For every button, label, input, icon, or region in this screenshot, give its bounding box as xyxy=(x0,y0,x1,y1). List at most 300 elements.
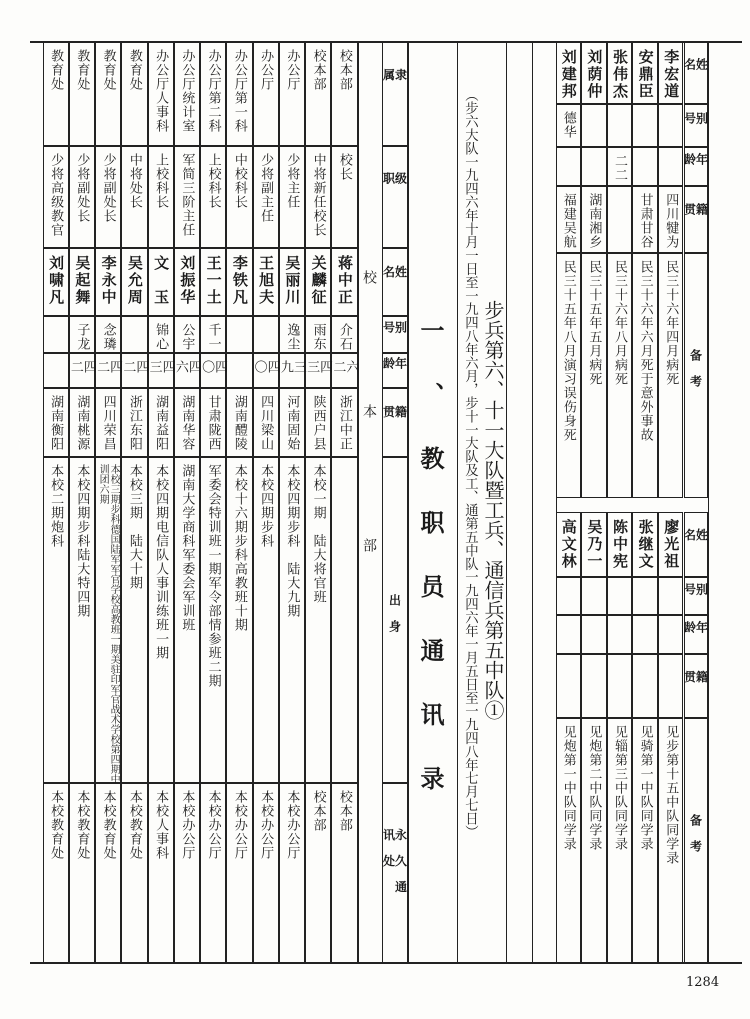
right-cell-name-text: 刘荫仲 xyxy=(585,48,604,100)
left-cell-native-text: 湖南华容 xyxy=(179,394,195,451)
right-cell-native-text: 甘肃甘谷 xyxy=(637,192,653,249)
header-dept xyxy=(382,42,408,146)
right-cell-remarks xyxy=(556,253,582,498)
left-cell-address-text: 本校教育处 xyxy=(100,789,116,860)
right-cell-age xyxy=(632,147,658,186)
left-cell-rank xyxy=(69,146,95,248)
right-cell-native xyxy=(632,186,658,253)
left-cell-rank-text: 少将副处长 xyxy=(74,152,90,223)
rule-line xyxy=(30,41,742,43)
left-cell-rank-text: 少将副主任 xyxy=(258,152,274,223)
right-header-age xyxy=(684,615,708,654)
right-cell-remarks xyxy=(556,718,582,963)
right-cell-age-text: 二二 xyxy=(611,153,627,182)
right-cell-remarks-text: 见步第十五中队同学录 xyxy=(663,724,679,865)
left-cell-address xyxy=(253,783,279,963)
left-cell-address xyxy=(121,783,147,963)
section-title: 一、教职员通讯录 xyxy=(416,318,444,830)
left-cell-address-text: 本校教育处 xyxy=(48,789,64,860)
left-cell-rank xyxy=(174,146,200,248)
left-cell-address-text: 本校办公厅 xyxy=(258,789,274,860)
left-cell-age-text: 四〇 xyxy=(199,359,228,374)
subtitle: 步兵第六、十一大队暨工兵、通信兵第五中队① xyxy=(481,300,505,720)
left-cell-address-text: 本校人事科 xyxy=(153,789,169,860)
left-cell-rank-text: 中将处长 xyxy=(126,152,142,209)
rule-line xyxy=(506,42,507,963)
left-cell-origin xyxy=(95,457,121,783)
right-cell-name-text: 陈中宪 xyxy=(610,518,629,570)
right-cell-age xyxy=(658,615,684,654)
left-cell-alias xyxy=(174,316,200,353)
left-cell-address xyxy=(43,783,69,963)
left-cell-native-text: 湖南衡阳 xyxy=(48,394,64,451)
left-cell-origin xyxy=(200,457,226,783)
left-cell-name xyxy=(95,248,121,316)
right-cell-alias xyxy=(581,577,607,615)
left-cell-native xyxy=(253,388,279,457)
left-cell-rank-text: 校长 xyxy=(336,152,352,181)
left-cell-dept xyxy=(226,42,252,146)
right-cell-name xyxy=(658,42,684,104)
left-cell-native xyxy=(331,388,357,457)
right-cell-alias xyxy=(658,577,684,615)
right-cell-native xyxy=(556,654,582,718)
left-cell-dept xyxy=(69,42,95,146)
right-cell-alias xyxy=(607,104,633,147)
left-cell-origin xyxy=(253,457,279,783)
left-cell-dept xyxy=(305,42,331,146)
right-cell-remarks-text: 见炮第二中队同学录 xyxy=(586,724,602,851)
left-cell-name-text: 吴起舞 xyxy=(73,254,92,306)
left-cell-origin-text: 军委会特训班一期军令部情参班二期 xyxy=(205,463,221,688)
right-cell-name-text: 张伟杰 xyxy=(610,48,629,100)
left-cell-native-text: 浙江东阳 xyxy=(126,394,142,451)
right-cell-remarks xyxy=(581,718,607,963)
left-cell-alias-text: 公宇 xyxy=(179,322,195,351)
rule-line xyxy=(708,42,709,963)
right-cell-alias xyxy=(658,104,684,147)
header-origin xyxy=(382,457,408,783)
left-cell-rank xyxy=(148,146,174,248)
right-cell-remarks xyxy=(632,718,658,963)
right-cell-alias xyxy=(607,577,633,615)
right-header-name xyxy=(684,42,708,104)
left-cell-origin-text: 本校四期步科 xyxy=(258,463,274,548)
left-cell-native xyxy=(69,388,95,457)
left-cell-name-text: 蒋中正 xyxy=(335,254,354,306)
right-header-native xyxy=(684,186,708,253)
header-alias xyxy=(382,316,408,353)
right-cell-remarks xyxy=(658,253,684,498)
left-cell-rank xyxy=(121,146,147,248)
left-cell-origin xyxy=(305,457,331,783)
right-header-remarks-text: 备考 xyxy=(688,349,703,401)
left-cell-alias-text: 锦心 xyxy=(153,322,169,351)
left-cell-dept-text: 教育处 xyxy=(48,48,64,91)
left-cell-address xyxy=(148,783,174,963)
side-label: 校本部 xyxy=(361,270,377,672)
right-header-name xyxy=(684,512,708,577)
rule-line xyxy=(358,42,359,963)
header-address xyxy=(382,783,408,963)
left-cell-dept-text: 校本部 xyxy=(336,48,352,91)
left-cell-rank-text: 上校科长 xyxy=(205,152,221,209)
left-cell-alias-text: 子龙 xyxy=(74,322,90,351)
right-cell-remarks-text: 民三十六年八月病死 xyxy=(611,259,627,386)
left-cell-alias xyxy=(305,316,331,353)
header-origin-text: 出身 xyxy=(387,593,402,646)
left-cell-native-text: 四川荣昌 xyxy=(100,394,116,451)
left-cell-alias xyxy=(95,316,121,353)
left-cell-age xyxy=(121,353,147,388)
left-cell-alias xyxy=(121,316,147,353)
left-cell-age xyxy=(331,353,357,388)
right-header-alias xyxy=(684,577,708,615)
right-cell-name xyxy=(556,512,582,577)
right-cell-remarks-text: 见骑第一中队同学录 xyxy=(637,724,653,851)
left-cell-alias xyxy=(331,316,357,353)
left-cell-address-text: 校本部 xyxy=(336,789,352,832)
left-cell-name xyxy=(279,248,305,316)
left-cell-age xyxy=(200,353,226,388)
left-cell-alias-text: 逸尘 xyxy=(284,322,300,351)
right-cell-native xyxy=(581,186,607,253)
left-cell-dept xyxy=(148,42,174,146)
right-cell-age xyxy=(556,147,582,186)
left-cell-dept-text: 办公厅第二科 xyxy=(205,48,221,133)
header-age xyxy=(382,353,408,388)
right-cell-alias xyxy=(632,577,658,615)
right-cell-name-text: 安鼎臣 xyxy=(636,48,655,100)
right-cell-name-text: 高文林 xyxy=(559,518,578,570)
left-cell-dept-text: 办公厅第一科 xyxy=(231,48,247,133)
left-cell-origin xyxy=(121,457,147,783)
right-cell-native-text: 四川犍为 xyxy=(663,192,679,249)
left-cell-age-text: 四〇 xyxy=(251,359,280,374)
left-cell-name-text: 吴丽川 xyxy=(283,254,302,306)
right-cell-alias xyxy=(556,104,582,147)
right-cell-name xyxy=(607,512,633,577)
right-cell-alias-text: 德华 xyxy=(560,110,576,139)
left-cell-age-text: 四二 xyxy=(120,359,149,374)
header-native-text: 籍贯 xyxy=(381,405,408,432)
right-cell-alias xyxy=(632,104,658,147)
left-cell-address xyxy=(200,783,226,963)
left-cell-name-text: 王一土 xyxy=(204,254,223,306)
left-cell-rank xyxy=(305,146,331,248)
right-cell-name xyxy=(581,512,607,577)
left-cell-native xyxy=(43,388,69,457)
left-cell-dept-text: 办公厅 xyxy=(258,48,274,91)
right-header-remarks-text: 备考 xyxy=(688,814,703,866)
left-cell-alias xyxy=(148,316,174,353)
header-alias-text: 别号 xyxy=(381,321,408,347)
left-cell-rank xyxy=(200,146,226,248)
left-cell-alias xyxy=(43,316,69,353)
left-cell-origin-text: 本校二期炮科 xyxy=(48,463,64,548)
right-header-age-text: 年龄 xyxy=(682,621,709,647)
right-cell-name xyxy=(556,42,582,104)
right-header-age-text: 年龄 xyxy=(682,153,709,179)
right-cell-native xyxy=(658,654,684,718)
left-cell-rank xyxy=(43,146,69,248)
right-cell-native xyxy=(607,654,633,718)
left-cell-name-text: 王旭夫 xyxy=(257,254,276,306)
left-cell-rank xyxy=(95,146,121,248)
left-cell-native-text: 甘肃陇西 xyxy=(205,394,221,451)
left-cell-dept-text: 教育处 xyxy=(100,48,116,91)
right-cell-age xyxy=(607,147,633,186)
left-cell-address xyxy=(331,783,357,963)
right-cell-name xyxy=(632,42,658,104)
left-cell-age-text: 四二 xyxy=(94,359,123,374)
header-name xyxy=(382,248,408,316)
right-cell-remarks-text: 民三十六年四月病死 xyxy=(663,259,679,386)
left-cell-name xyxy=(43,248,69,316)
left-cell-native xyxy=(148,388,174,457)
right-cell-native-text: 湖南湘乡 xyxy=(586,192,602,249)
left-cell-rank xyxy=(253,146,279,248)
left-cell-dept xyxy=(253,42,279,146)
right-cell-native xyxy=(632,654,658,718)
left-cell-name xyxy=(148,248,174,316)
right-cell-age xyxy=(658,147,684,186)
left-cell-dept-text: 办公厅统计室 xyxy=(179,48,195,133)
right-header-remarks xyxy=(684,253,708,498)
left-cell-address-text: 本校办公厅 xyxy=(205,789,221,860)
left-cell-dept xyxy=(121,42,147,146)
left-cell-rank xyxy=(331,146,357,248)
right-cell-remarks xyxy=(607,718,633,963)
right-header-alias xyxy=(684,104,708,147)
right-cell-name xyxy=(581,42,607,104)
right-cell-remarks-text: 见炮第一中队同学录 xyxy=(560,724,576,851)
left-cell-age-text: 四六 xyxy=(172,359,201,374)
left-cell-address-text: 本校办公厅 xyxy=(179,789,195,860)
left-cell-address-text: 本校教育处 xyxy=(74,789,90,860)
left-cell-name-text: 吴允周 xyxy=(125,254,144,306)
left-cell-age xyxy=(253,353,279,388)
right-cell-name-text: 吴乃一 xyxy=(585,518,604,570)
right-cell-remarks-text: 民三十五年八月演习误伤身死 xyxy=(560,259,576,442)
left-cell-name-text: 李铁凡 xyxy=(230,254,249,306)
right-cell-name xyxy=(658,512,684,577)
left-cell-origin xyxy=(69,457,95,783)
left-cell-native xyxy=(174,388,200,457)
left-cell-address-text: 校本部 xyxy=(310,789,326,832)
left-cell-dept-text: 校本部 xyxy=(310,48,326,91)
left-cell-dept-text: 教育处 xyxy=(126,48,142,91)
left-cell-address xyxy=(69,783,95,963)
left-cell-dept xyxy=(43,42,69,146)
left-cell-dept-text: 办公厅人事科 xyxy=(153,48,169,133)
right-header-remarks xyxy=(684,718,708,963)
left-cell-address-text: 本校办公厅 xyxy=(284,789,300,860)
left-cell-name xyxy=(200,248,226,316)
left-cell-age xyxy=(148,353,174,388)
left-cell-native xyxy=(226,388,252,457)
right-cell-age xyxy=(607,615,633,654)
left-cell-origin-text: 本校一期 陆大将官班 xyxy=(310,463,326,604)
right-cell-name-text: 李宏道 xyxy=(662,48,681,100)
right-cell-age xyxy=(581,147,607,186)
left-cell-origin-text: 湖南大学商科军委会军训班 xyxy=(179,463,195,632)
left-cell-dept-text: 教育处 xyxy=(74,48,90,91)
left-cell-origin xyxy=(331,457,357,783)
left-cell-alias xyxy=(69,316,95,353)
left-cell-alias xyxy=(253,316,279,353)
left-cell-address xyxy=(305,783,331,963)
left-cell-origin xyxy=(226,457,252,783)
left-cell-address-text: 本校办公厅 xyxy=(231,789,247,860)
left-cell-rank xyxy=(279,146,305,248)
left-cell-alias xyxy=(226,316,252,353)
left-cell-origin-text: 本校四期步科 陆大九期 xyxy=(284,463,300,618)
header-rank-text: 级职 xyxy=(381,171,408,198)
right-cell-native xyxy=(607,186,633,253)
header-rank xyxy=(382,146,408,248)
header-native xyxy=(382,388,408,457)
left-cell-native xyxy=(200,388,226,457)
left-cell-dept xyxy=(279,42,305,146)
left-cell-name-text: 关麟征 xyxy=(309,254,328,306)
left-cell-age xyxy=(43,353,69,388)
left-cell-rank-text: 中将新任校长 xyxy=(310,152,326,237)
left-cell-alias-text: 千一 xyxy=(205,322,221,351)
right-header-name-text: 姓名 xyxy=(682,57,709,84)
left-cell-native-text: 湖南益阳 xyxy=(153,394,169,451)
left-cell-age xyxy=(226,353,252,388)
right-header-native-text: 籍贯 xyxy=(682,202,709,229)
rule-line xyxy=(457,42,458,963)
right-cell-name xyxy=(632,512,658,577)
right-cell-native xyxy=(658,186,684,253)
left-cell-native-text: 陕西户县 xyxy=(310,394,326,451)
right-cell-remarks xyxy=(658,718,684,963)
left-cell-origin xyxy=(174,457,200,783)
rule-line xyxy=(556,42,557,963)
left-cell-address xyxy=(226,783,252,963)
left-cell-native-text: 湖南桃源 xyxy=(74,394,90,451)
right-cell-name xyxy=(607,42,633,104)
left-cell-alias xyxy=(200,316,226,353)
left-cell-origin xyxy=(148,457,174,783)
subtitle-note: （步六大队一九四六年十月一日至一九四八年六月，步十一大队及工、通第五中队一九四六年一月五日至一九四八年七月七日） xyxy=(462,88,478,839)
right-cell-name-text: 刘建邦 xyxy=(559,48,578,100)
right-header-native-text: 籍贯 xyxy=(682,670,709,696)
right-cell-alias xyxy=(581,104,607,147)
left-cell-dept xyxy=(174,42,200,146)
left-cell-rank-text: 军简三阶主任 xyxy=(179,152,195,237)
header-address-text: 永久通讯处 xyxy=(381,828,408,906)
left-cell-native-text: 湖南醴陵 xyxy=(231,394,247,451)
left-cell-native xyxy=(121,388,147,457)
left-cell-name xyxy=(331,248,357,316)
left-cell-rank-text: 少将主任 xyxy=(284,152,300,209)
left-cell-dept xyxy=(200,42,226,146)
left-cell-origin-text: 本校三期 陆大十期 xyxy=(126,463,142,590)
right-cell-remarks-text: 民三十五年五月病死 xyxy=(586,259,602,386)
left-cell-rank-text: 中校科长 xyxy=(231,152,247,209)
right-cell-native-text: 福建吴航 xyxy=(560,192,576,249)
left-cell-name xyxy=(69,248,95,316)
left-cell-name xyxy=(121,248,147,316)
left-cell-age-text: 六二 xyxy=(330,359,359,374)
right-cell-remarks xyxy=(632,253,658,498)
left-cell-name-text: 文 玉 xyxy=(152,254,171,306)
left-cell-age-text: 三九 xyxy=(277,359,306,374)
left-cell-address xyxy=(279,783,305,963)
rule-line xyxy=(532,42,533,963)
left-cell-age xyxy=(69,353,95,388)
left-cell-dept-text: 办公厅 xyxy=(284,48,300,91)
left-cell-age-text: 四三 xyxy=(304,359,333,374)
left-cell-origin xyxy=(43,457,69,783)
left-cell-rank xyxy=(226,146,252,248)
header-dept-text: 隶属 xyxy=(381,68,408,94)
left-cell-age xyxy=(95,353,121,388)
left-cell-origin-text: 本校十六期步科高教班十期 xyxy=(231,463,247,632)
left-cell-native-text: 四川梁山 xyxy=(258,394,274,451)
left-cell-address xyxy=(95,783,121,963)
left-cell-native-text: 浙江中正 xyxy=(336,394,352,451)
right-header-alias-text: 别号 xyxy=(682,582,709,609)
left-cell-origin-text: 本校四期步科陆大特四期 xyxy=(74,463,90,618)
rule-line xyxy=(408,42,409,963)
left-cell-rank-text: 少将副处长 xyxy=(100,152,116,223)
page-number: 1284 xyxy=(686,975,720,990)
right-cell-alias xyxy=(556,577,582,615)
right-header-name-text: 姓名 xyxy=(682,528,709,555)
right-cell-native xyxy=(581,654,607,718)
left-cell-native xyxy=(279,388,305,457)
right-cell-name-text: 张继文 xyxy=(636,518,655,570)
right-cell-remarks-text: 民三十六年六月死于意外事故 xyxy=(637,259,653,442)
left-cell-native-text: 河南固始 xyxy=(284,394,300,451)
left-cell-origin xyxy=(279,457,305,783)
left-cell-rank-text: 上校科长 xyxy=(153,152,169,209)
left-cell-native xyxy=(305,388,331,457)
left-cell-age xyxy=(279,353,305,388)
left-cell-dept xyxy=(95,42,121,146)
left-cell-origin-text: 本校四期电信队人事训练班一期 xyxy=(153,463,169,660)
header-name-text: 姓名 xyxy=(381,265,408,291)
left-cell-alias-text: 雨东 xyxy=(310,322,326,351)
left-cell-age xyxy=(174,353,200,388)
left-cell-name-text: 刘啸凡 xyxy=(47,254,66,306)
right-cell-age xyxy=(581,615,607,654)
right-header-age xyxy=(684,147,708,186)
left-cell-name-text: 李永中 xyxy=(99,254,118,306)
left-cell-dept xyxy=(331,42,357,146)
header-age-text: 年龄 xyxy=(381,357,408,383)
left-cell-name xyxy=(253,248,279,316)
left-cell-alias-text: 念璘 xyxy=(100,322,116,351)
left-cell-native xyxy=(95,388,121,457)
right-cell-age xyxy=(556,615,582,654)
right-cell-native xyxy=(556,186,582,253)
left-cell-alias-text: 介石 xyxy=(336,322,352,351)
right-cell-remarks xyxy=(581,253,607,498)
right-header-alias-text: 别号 xyxy=(682,112,709,138)
left-cell-name xyxy=(174,248,200,316)
left-cell-origin-text: 本校三期步科德国陆军军官学校高教班一期美驻印军官战术学校第四期中训团六期 xyxy=(97,463,120,784)
left-cell-address xyxy=(174,783,200,963)
right-cell-name-text: 廖光祖 xyxy=(662,518,681,570)
left-cell-name xyxy=(226,248,252,316)
right-header-native xyxy=(684,654,708,718)
left-cell-rank-text: 少将高级教官 xyxy=(48,152,64,237)
